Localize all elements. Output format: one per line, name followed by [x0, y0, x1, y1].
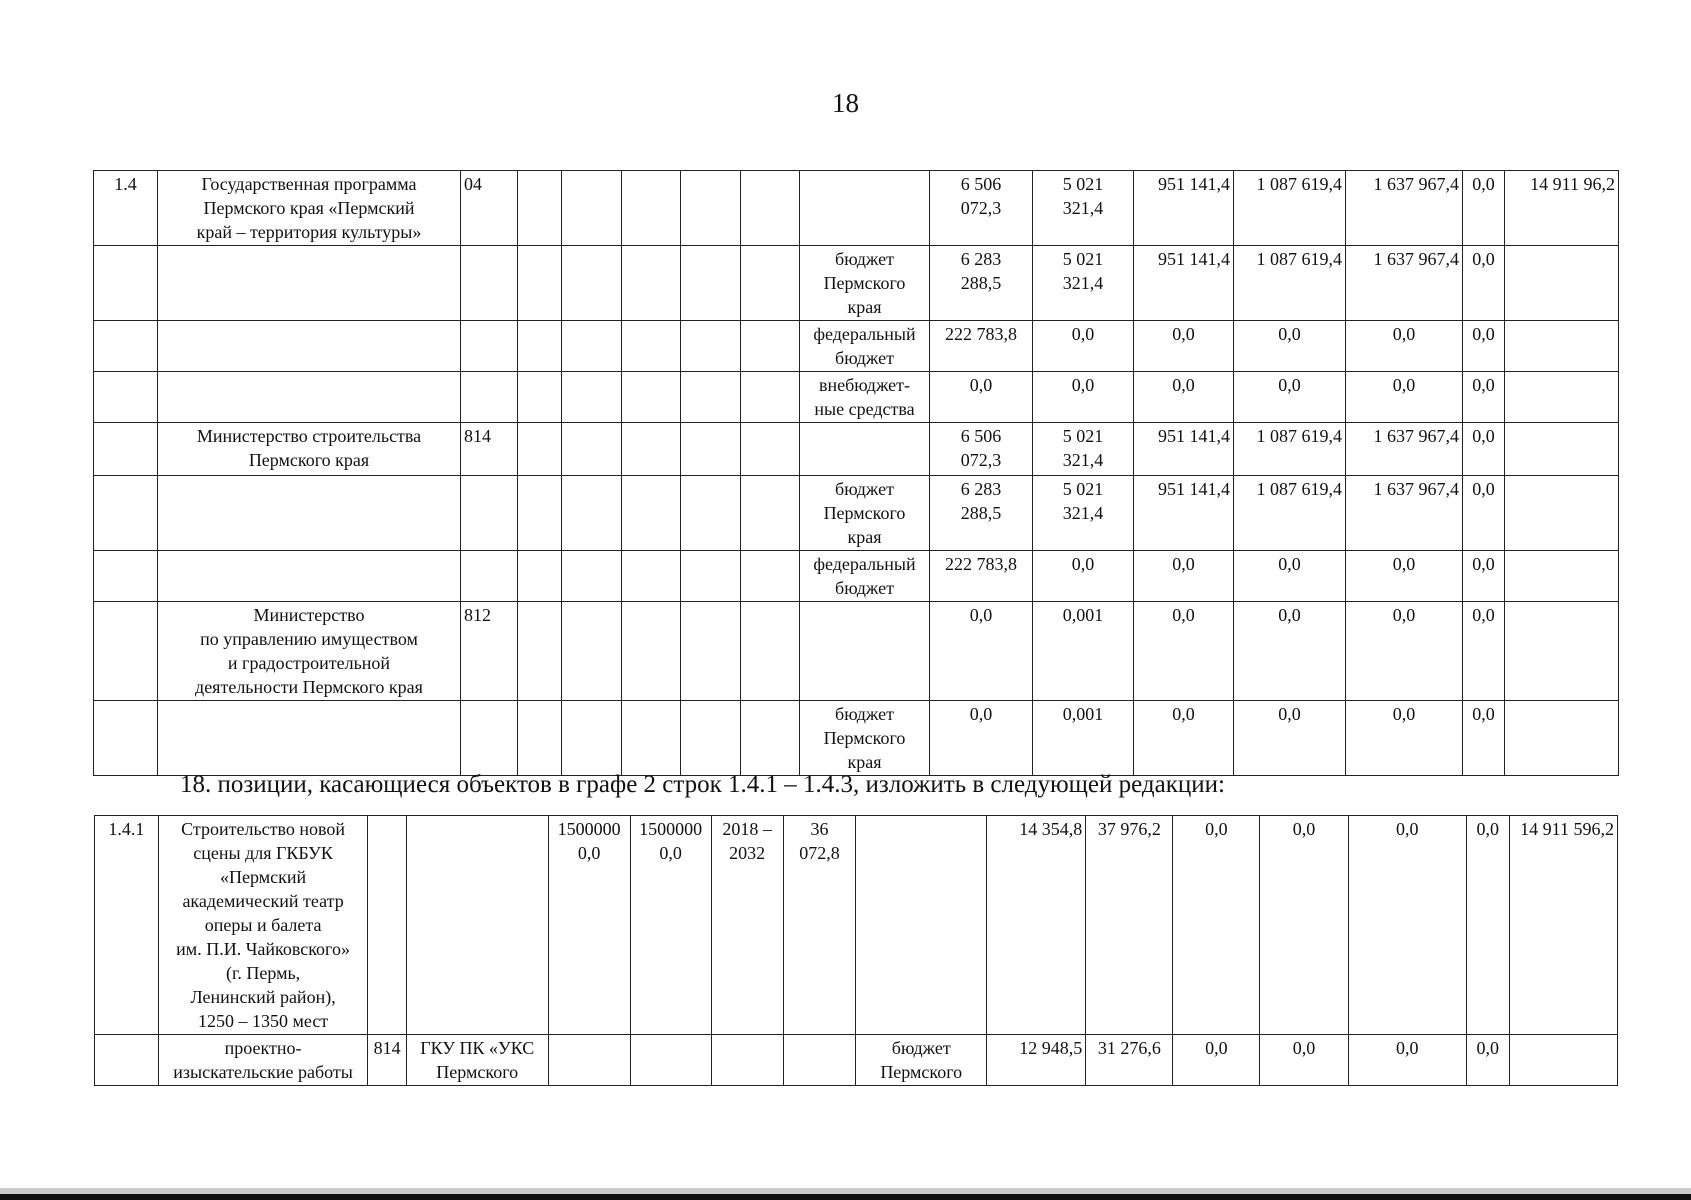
- value-cell: 0,0: [1134, 321, 1234, 372]
- value-cell: 951 141,4: [1134, 171, 1234, 246]
- table-row: [95, 816, 1618, 1035]
- table-row: [94, 476, 1619, 551]
- value-cell: 5 021 321,4: [1033, 423, 1134, 476]
- total-cell: [1505, 701, 1619, 776]
- program-name: Государственная программа Пермского края «Пермский край – территория культуры»: [158, 171, 461, 246]
- admin-code: [368, 816, 406, 1035]
- capacity-cell: [548, 1035, 630, 1086]
- value-cell: 0,0: [1348, 1035, 1466, 1086]
- total-cell: 14 911 596,2: [1509, 816, 1617, 1035]
- table-row: [94, 372, 1619, 423]
- total-cell: [1505, 372, 1619, 423]
- admin-code: [461, 701, 518, 776]
- value-cell: 0,0: [1467, 816, 1510, 1035]
- cost-cell: [783, 1035, 856, 1086]
- row-number: [94, 602, 158, 701]
- value-cell: 0,0: [930, 602, 1033, 701]
- value-cell: 0,0: [1463, 701, 1505, 776]
- admin-code: 814: [368, 1035, 406, 1086]
- total-cell: [1505, 602, 1619, 701]
- admin-code: [461, 246, 518, 321]
- funding-source: бюджет Пермского: [856, 1035, 987, 1086]
- value-cell: 5 021 321,4: [1033, 246, 1134, 321]
- row-number: [94, 551, 158, 602]
- total-cell: [1509, 1035, 1617, 1086]
- funding-source: федеральный бюджет: [800, 551, 930, 602]
- admin-code: [461, 551, 518, 602]
- value-cell: 0,0: [1173, 816, 1260, 1035]
- program-name: [158, 246, 461, 321]
- value-cell: 0,0: [1234, 551, 1346, 602]
- funding-source: бюджет Пермского края: [800, 476, 930, 551]
- value-cell: 951 141,4: [1134, 476, 1234, 551]
- total-cell: [1505, 423, 1619, 476]
- value-cell: 6 506 072,3: [930, 171, 1033, 246]
- total-cell: [1505, 321, 1619, 372]
- value-cell: 0,0: [1463, 551, 1505, 602]
- scan-edge: [0, 1194, 1691, 1200]
- value-cell: 0,0: [1234, 602, 1346, 701]
- value-cell: 0,0: [1463, 602, 1505, 701]
- cost-cell: 36 072,8: [783, 816, 856, 1035]
- value-cell: 0,0: [1348, 816, 1466, 1035]
- funding-source: [800, 423, 930, 476]
- value-cell: 1 637 967,4: [1346, 246, 1463, 321]
- table-row: [94, 423, 1619, 476]
- total-cell: 14 911 96,2: [1505, 171, 1619, 246]
- value-cell: 0,0: [1234, 701, 1346, 776]
- value-cell: 0,0: [1346, 321, 1463, 372]
- admin-code: [461, 476, 518, 551]
- row-number: 1.4.1: [95, 816, 159, 1035]
- value-cell: 951 141,4: [1134, 423, 1234, 476]
- funding-source: бюджет Пермского края: [800, 701, 930, 776]
- value-cell: 0,0: [1260, 1035, 1348, 1086]
- capacity-cell: [630, 1035, 711, 1086]
- value-cell: 0,0: [1463, 246, 1505, 321]
- value-cell: 0,0: [1467, 1035, 1510, 1086]
- table-row: [94, 701, 1619, 776]
- value-cell: 1 087 619,4: [1234, 423, 1346, 476]
- value-cell: 0,0: [1033, 321, 1134, 372]
- funding-source: [856, 816, 987, 1035]
- value-cell: 0,001: [1033, 602, 1134, 701]
- value-cell: 0,0: [1346, 372, 1463, 423]
- program-name: [158, 372, 461, 423]
- row-number: [95, 1035, 159, 1086]
- admin-code: 04: [461, 171, 518, 246]
- row-number: [94, 423, 158, 476]
- admin-code: [461, 372, 518, 423]
- value-cell: 12 948,5: [987, 1035, 1086, 1086]
- program-name: [158, 701, 461, 776]
- value-cell: 31 276,6: [1086, 1035, 1173, 1086]
- period-cell: 2018 – 2032: [711, 816, 783, 1035]
- funding-source: [800, 171, 930, 246]
- value-cell: 0,0: [1463, 321, 1505, 372]
- value-cell: 0,0: [1346, 551, 1463, 602]
- table-row: [94, 171, 1619, 246]
- total-cell: [1505, 246, 1619, 321]
- object-name: проектно- изыскательские работы: [158, 1035, 368, 1086]
- period-cell: [711, 1035, 783, 1086]
- program-name: Министерство по управлению имуществом и градостроительной деятельности Пермского края: [158, 602, 461, 701]
- value-cell: 0,0: [1463, 423, 1505, 476]
- value-cell: 6 506 072,3: [930, 423, 1033, 476]
- funding-source: бюджет Пермского края: [800, 246, 930, 321]
- row-number: [94, 246, 158, 321]
- value-cell: 1 637 967,4: [1346, 476, 1463, 551]
- program-name: [158, 551, 461, 602]
- value-cell: 1 637 967,4: [1346, 423, 1463, 476]
- row-number: 1.4: [94, 171, 158, 246]
- value-cell: 0,0: [1463, 476, 1505, 551]
- value-cell: 0,0: [1463, 372, 1505, 423]
- admin-code: 814: [461, 423, 518, 476]
- row-number: [94, 372, 158, 423]
- budget-table-2: [94, 815, 1618, 1086]
- executor: ГКУ ПК «УКС Пермского: [406, 1035, 548, 1086]
- value-cell: 951 141,4: [1134, 246, 1234, 321]
- value-cell: 5 021 321,4: [1033, 476, 1134, 551]
- value-cell: 0,0: [1346, 602, 1463, 701]
- value-cell: 14 354,8: [987, 816, 1086, 1035]
- value-cell: 0,0: [1033, 372, 1134, 423]
- value-cell: 37 976,2: [1086, 816, 1173, 1035]
- value-cell: 0,0: [1346, 701, 1463, 776]
- value-cell: 0,0: [1234, 321, 1346, 372]
- value-cell: 1 087 619,4: [1234, 246, 1346, 321]
- program-name: Министерство строительства Пермского края: [158, 423, 461, 476]
- table-row: [95, 1035, 1618, 1086]
- funding-source: [800, 602, 930, 701]
- value-cell: 6 283 288,5: [930, 476, 1033, 551]
- total-cell: [1505, 551, 1619, 602]
- value-cell: 0,0: [930, 701, 1033, 776]
- value-cell: 0,0: [1173, 1035, 1260, 1086]
- table-row: [94, 551, 1619, 602]
- value-cell: 0,0: [1463, 171, 1505, 246]
- value-cell: 0,0: [1033, 551, 1134, 602]
- table-row: [94, 321, 1619, 372]
- program-name: [158, 476, 461, 551]
- value-cell: 0,0: [1260, 816, 1348, 1035]
- value-cell: 0,0: [930, 372, 1033, 423]
- value-cell: 0,001: [1033, 701, 1134, 776]
- row-number: [94, 321, 158, 372]
- admin-code: [461, 321, 518, 372]
- capacity-cell: 1500000 0,0: [630, 816, 711, 1035]
- value-cell: 1 637 967,4: [1346, 171, 1463, 246]
- funding-source: внебюджет- ные средства: [800, 372, 930, 423]
- value-cell: 0,0: [1234, 372, 1346, 423]
- admin-code: 812: [461, 602, 518, 701]
- value-cell: 0,0: [1134, 551, 1234, 602]
- budget-table-1: [93, 170, 1619, 776]
- value-cell: 1 087 619,4: [1234, 476, 1346, 551]
- funding-source: федеральный бюджет: [800, 321, 930, 372]
- value-cell: 5 021 321,4: [1033, 171, 1134, 246]
- executor: [406, 816, 548, 1035]
- page-number: 18: [832, 88, 859, 118]
- table-row: [94, 246, 1619, 321]
- total-cell: [1505, 476, 1619, 551]
- table-row: [94, 602, 1619, 701]
- capacity-cell: 1500000 0,0: [548, 816, 630, 1035]
- value-cell: 222 783,8: [930, 551, 1033, 602]
- object-name: Строительство новой сцены для ГКБУК «Пермский академический театр оперы и балета им. П.И. Чайковского» (г. Пермь, Ленинский район), 1250 – 1350 мест: [158, 816, 368, 1035]
- value-cell: 222 783,8: [930, 321, 1033, 372]
- row-number: [94, 701, 158, 776]
- value-cell: 0,0: [1134, 602, 1234, 701]
- amendment-heading: 18. позиции, касающиеся объектов в графе 2 строк 1.4.1 – 1.4.3, изложить в следующей редакции:: [180, 771, 1225, 798]
- value-cell: 6 283 288,5: [930, 246, 1033, 321]
- value-cell: 0,0: [1134, 372, 1234, 423]
- value-cell: 1 087 619,4: [1234, 171, 1346, 246]
- row-number: [94, 476, 158, 551]
- program-name: [158, 321, 461, 372]
- value-cell: 0,0: [1134, 701, 1234, 776]
